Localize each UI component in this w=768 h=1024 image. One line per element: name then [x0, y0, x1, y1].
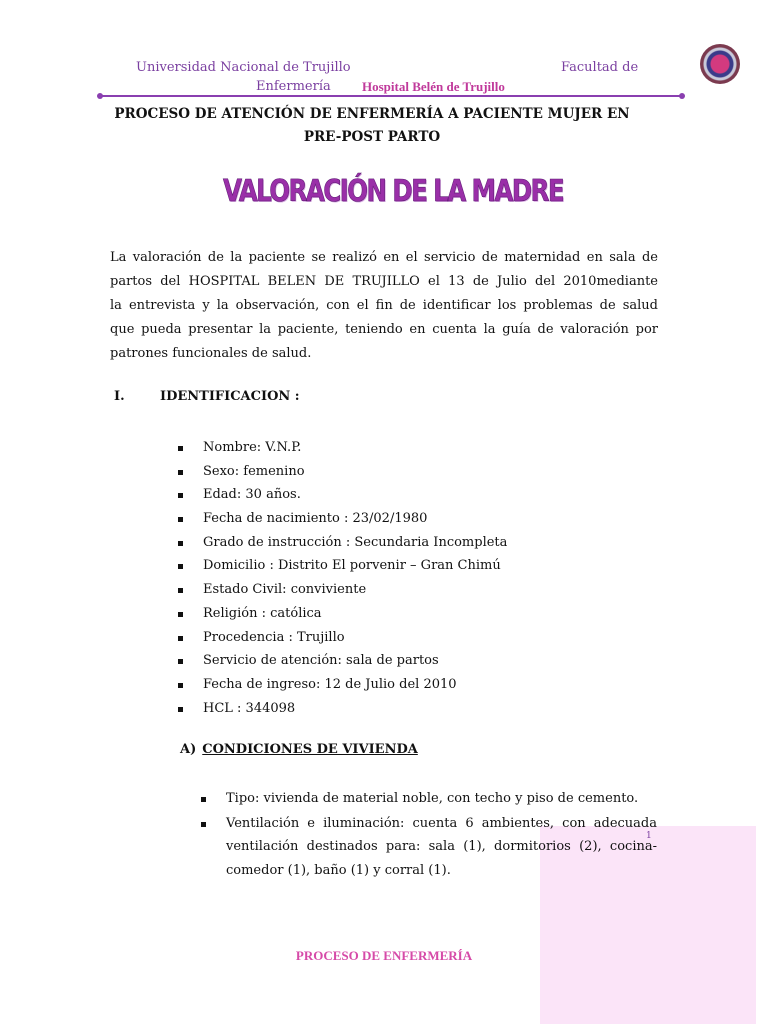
header-university: Universidad Nacional de Trujillo: [136, 60, 351, 75]
identification-list: [178, 436, 507, 720]
header-faculty: Facultad de: [561, 60, 639, 75]
divider-dot-right: [679, 93, 685, 99]
header-hospital: Hospital Belén de Trujillo: [362, 79, 505, 94]
list-item: Servicio de atención: sala de partos: [178, 649, 507, 673]
housing-item-line: Ventilación e iluminación: cuenta 6 ambientes, con adecuada: [226, 815, 657, 831]
section-banner: VALORACIÓN DE LA MADRE: [222, 174, 564, 209]
list-item: Sexo: femenino: [178, 460, 507, 484]
document-title-line2: PRE-POST PARTO: [303, 129, 441, 145]
page-footer: PROCESO DE ENFERMERÍA: [295, 948, 473, 963]
header-divider: [100, 95, 682, 97]
intro-line: La valoración de la paciente se realizó en el servicio de maternidad en sala de: [110, 250, 658, 265]
intro-line: patrones funcionales de salud.: [110, 346, 312, 361]
list-item: [201, 787, 657, 811]
list-item: HCL : 344098: [178, 697, 507, 721]
list-item: Procedencia : Trujillo: [178, 626, 507, 650]
list-item: Fecha de ingreso: 12 de Julio del 2010: [178, 673, 507, 697]
housing-item-text: Tipo: vivienda de material noble, con techo y piso de cemento.: [226, 791, 639, 806]
header-faculty-cont: Enfermería: [256, 79, 331, 94]
subsection-letter: A): [180, 742, 197, 757]
list-item: Edad: 30 años.: [178, 483, 507, 507]
intro-line: la entrevista y la observación, con el fin de identificar los problemas de salud: [110, 298, 658, 313]
intro-line: partos del HOSPITAL BELEN DE TRUJILLO el 13 de Julio del 2010mediante: [110, 274, 658, 289]
list-item: Grado de instrucción : Secundaria Incompleta: [178, 531, 507, 555]
list-item: Fecha de nacimiento : 23/02/1980: [178, 507, 507, 531]
divider-dot-left: [97, 93, 103, 99]
housing-list: [201, 787, 657, 882]
document-title-line1: PROCESO DE ATENCIÓN DE ENFERMERÍA A PACIENTE MUJER EN: [114, 106, 630, 122]
university-seal-icon: [700, 44, 740, 84]
list-item: Estado Civil: conviviente: [178, 578, 507, 602]
housing-item-line: ventilación destinados para: sala (1), dormitorios (2), cocina-: [226, 839, 657, 854]
page-number: 1: [646, 831, 652, 841]
list-item: Religión : católica: [178, 602, 507, 626]
list-item: [201, 812, 657, 883]
housing-item-line: comedor (1), baño (1) y corral (1).: [226, 862, 451, 878]
section-number: I.: [114, 389, 125, 404]
list-item: Nombre: V.N.P.: [178, 436, 507, 460]
section-heading: IDENTIFICACION :: [160, 389, 300, 404]
list-item: Domicilio : Distrito El porvenir – Gran Chimú: [178, 554, 507, 578]
subsection-heading: [180, 742, 418, 757]
intro-line: que pueda presentar la paciente, teniendo en cuenta la guía de valoración por: [110, 322, 658, 337]
intro-paragraph: [110, 246, 658, 366]
subsection-label: CONDICIONES DE VIVIENDA: [202, 742, 418, 757]
